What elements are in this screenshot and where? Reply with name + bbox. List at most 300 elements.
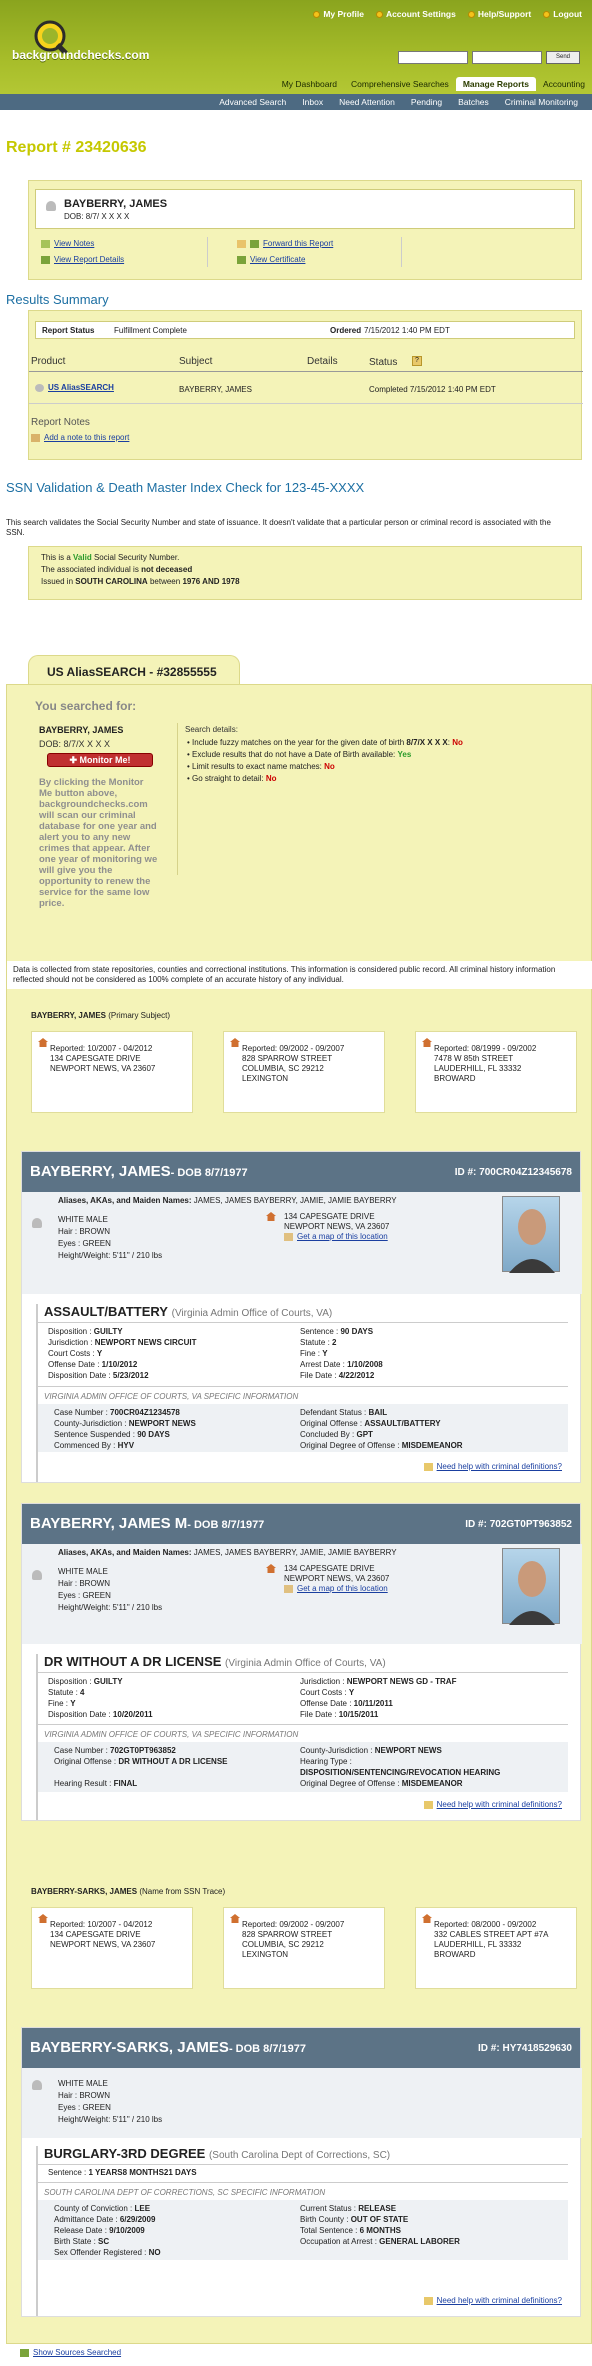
criminal-definitions-link[interactable]: Need help with criminal definitions? xyxy=(436,1800,562,1809)
race-sex: WHITE MALE xyxy=(58,2079,108,2088)
field xyxy=(300,1745,500,1756)
field-value: 9/10/2009 xyxy=(109,2226,145,2235)
specific-info-block xyxy=(38,1742,568,1792)
site-header xyxy=(0,0,592,110)
criminal-definitions-link[interactable]: Need help with criminal definitions? xyxy=(436,1462,562,1471)
address-line3: LEXINGTON xyxy=(242,1074,289,1083)
report-status-bar xyxy=(35,321,575,339)
field-value: Y xyxy=(322,1349,328,1358)
field-label: Release Date : xyxy=(54,2226,110,2235)
offense-title: ASSAULT/BATTERY xyxy=(44,1304,168,1319)
field xyxy=(300,1767,500,1778)
record-card xyxy=(21,1503,581,1821)
field xyxy=(48,1326,196,1337)
field-label: Arrest Date : xyxy=(300,1360,348,1369)
download-icon xyxy=(41,256,50,264)
subnav-need-attention[interactable]: Need Attention xyxy=(339,97,395,107)
record-person-area xyxy=(22,1544,582,1644)
field-value: 90 DAYS xyxy=(137,1430,170,1439)
eyes: Eyes : GREEN xyxy=(58,2103,111,2112)
record-header xyxy=(22,1504,580,1544)
hair: Hair : BROWN xyxy=(58,1579,110,1588)
field-value: HYV xyxy=(117,1441,135,1450)
help-question-icon[interactable]: ? xyxy=(412,356,422,366)
search-input-1[interactable] xyxy=(398,51,468,64)
aliases-value: JAMES, JAMES BAYBERRY, JAMIE, JAMIE BAYBERRY xyxy=(193,1196,397,1205)
view-notes-link[interactable]: View Notes xyxy=(54,239,95,248)
record-header xyxy=(22,1152,580,1192)
divider xyxy=(401,237,402,267)
address-reported: Reported: 09/2002 - 09/2007 xyxy=(242,1920,345,1929)
help-link[interactable]: Help/Support xyxy=(468,9,531,19)
status-label: Report Status xyxy=(42,326,95,335)
field xyxy=(54,1429,196,1440)
divider xyxy=(38,1386,568,1387)
detail-value: Yes xyxy=(397,750,412,759)
address-line2: LAUDERHILL, FL 33332 xyxy=(434,1940,522,1949)
field-value: 2 xyxy=(332,1338,337,1347)
address-reported: Reported: 10/2007 - 04/2012 xyxy=(50,1920,153,1929)
record-card xyxy=(21,1151,581,1483)
house-icon xyxy=(422,1038,432,1047)
field-value: 4/22/2012 xyxy=(338,1371,375,1380)
col-subject: Subject xyxy=(179,356,213,367)
field xyxy=(300,1698,456,1709)
field-label: Court Costs : xyxy=(300,1688,349,1697)
field xyxy=(54,1407,196,1418)
person-icon xyxy=(32,1570,42,1580)
specific-info-title: SOUTH CAROLINA DEPT OF CORRECTIONS, SC SPECIFIC INFORMATION xyxy=(44,2188,326,2197)
field xyxy=(300,1418,463,1429)
field xyxy=(54,1756,228,1767)
search-input-2[interactable] xyxy=(472,51,542,64)
record-id: ID #: 700CR04Z12345678 xyxy=(454,1167,572,1178)
field-label: Commenced By : xyxy=(54,1441,118,1450)
row-subject: BAYBERRY, JAMES xyxy=(179,385,252,394)
add-note-link[interactable]: Add a note to this report xyxy=(44,433,130,442)
address-card xyxy=(415,1031,577,1113)
field-value: SC xyxy=(98,2237,110,2246)
address-line3: LEXINGTON xyxy=(242,1950,289,1959)
divider xyxy=(38,2182,568,2183)
field xyxy=(48,1348,196,1359)
field xyxy=(54,2236,161,2247)
subnav-criminal-monitoring[interactable]: Criminal Monitoring xyxy=(504,97,578,107)
col-details: Details xyxy=(307,356,338,367)
field-value: FINAL xyxy=(113,1779,138,1788)
field-label: Current Status : xyxy=(300,2204,359,2213)
field-label: Disposition : xyxy=(48,1677,94,1686)
house-icon xyxy=(266,1564,276,1573)
offense-source: (Virginia Admin Office of Courts, VA) xyxy=(225,1658,386,1669)
eyes: Eyes : GREEN xyxy=(58,1239,111,1248)
field-label: Occupation at Arrest : xyxy=(300,2237,380,2246)
subnav-inbox[interactable]: Inbox xyxy=(302,97,324,107)
field xyxy=(48,1676,153,1687)
field xyxy=(54,1767,228,1778)
search-details-list xyxy=(187,737,463,785)
field-value: Y xyxy=(70,1699,76,1708)
detail-text: Go straight to detail: xyxy=(192,774,264,783)
field xyxy=(300,2225,460,2236)
detail-value: No xyxy=(324,762,335,771)
help-question-icon xyxy=(424,2297,433,2305)
field-label: Hearing Result : xyxy=(54,1779,114,1788)
ssn-trace-name: BAYBERRY-SARKS, JAMES xyxy=(31,1887,138,1896)
field-label: Jurisdiction : xyxy=(300,1677,347,1686)
expand-icon xyxy=(20,2349,29,2357)
aliases-label: Aliases, AKAs, and Maiden Names: xyxy=(58,1196,192,1205)
mugshot-photo xyxy=(502,1548,560,1624)
aliases-value: JAMES, JAMES BAYBERRY, JAMIE, JAMIE BAYBERRY xyxy=(193,1548,397,1557)
field xyxy=(300,1326,383,1337)
field xyxy=(300,2214,460,2225)
logo[interactable] xyxy=(8,18,188,68)
address-reported: Reported: 10/2007 - 04/2012 xyxy=(50,1044,153,1053)
address-line1: 134 CAPESGATE DRIVE xyxy=(50,1054,141,1063)
ssn-line1-c: Social Security Number. xyxy=(93,553,180,562)
offense-title: BURGLARY-3RD DEGREE xyxy=(44,2146,206,2161)
results-summary-title: Results Summary xyxy=(6,292,109,307)
disclaimer xyxy=(7,961,592,989)
record-name: BAYBERRY, JAMES M xyxy=(30,1515,188,1532)
user-icon xyxy=(313,11,320,18)
field-value: MISDEMEANOR xyxy=(401,1779,463,1788)
house-icon xyxy=(266,1212,276,1221)
certificate-icon xyxy=(237,256,246,264)
field xyxy=(54,2214,161,2225)
forward-report-link[interactable]: Forward this Report xyxy=(263,239,334,248)
offense-block xyxy=(36,1304,566,1482)
field-value: OUT OF STATE xyxy=(350,2215,409,2224)
offense-block xyxy=(36,1654,566,1820)
show-sources-link[interactable]: Show Sources Searched xyxy=(33,2348,122,2357)
field-label: Fine : xyxy=(300,1349,323,1358)
record-card xyxy=(21,2027,581,2317)
field xyxy=(300,2203,460,2214)
logout-icon xyxy=(543,11,550,18)
alias-tab-label: US AliasSEARCH - #32855555 xyxy=(47,665,217,679)
field-label: Offense Date : xyxy=(300,1699,354,1708)
subnav-batches[interactable]: Batches xyxy=(458,97,489,107)
searched-for-title: You searched for: xyxy=(35,699,137,713)
tab-accounting[interactable]: Accounting xyxy=(542,79,585,89)
record-dob: - DOB 8/7/1977 xyxy=(170,1167,248,1179)
field-value: Y xyxy=(96,1349,103,1358)
house-icon xyxy=(230,1914,240,1923)
divider xyxy=(38,1322,568,1323)
eyes: Eyes : GREEN xyxy=(58,1591,111,1600)
ssn-years: 1976 AND 1978 xyxy=(182,577,240,586)
field-value: ASSAULT/BATTERY xyxy=(364,1419,441,1428)
record-name: BAYBERRY, JAMES xyxy=(30,1163,171,1180)
subject-panel xyxy=(28,180,582,280)
divider xyxy=(38,2164,568,2165)
monitor-me-button[interactable] xyxy=(47,753,153,767)
record-id: ID #: 702GT0PT963852 xyxy=(465,1519,572,1530)
aliases-label: Aliases, AKAs, and Maiden Names: xyxy=(58,1548,192,1557)
report-notes-title: Report Notes xyxy=(31,417,90,428)
field xyxy=(48,1370,196,1381)
ssn-title: SSN Validation & Death Master Index Check for 123-45-XXXX xyxy=(6,480,365,495)
subnav-pending[interactable]: Pending xyxy=(410,97,443,107)
field-label: Disposition : xyxy=(48,1327,94,1336)
help-question-icon xyxy=(424,1801,433,1809)
field xyxy=(48,1337,196,1348)
ssn-trace-tag: (Name from SSN Trace) xyxy=(139,1887,226,1896)
address-line3: BROWARD xyxy=(434,1074,476,1083)
field xyxy=(54,2203,161,2214)
field xyxy=(300,1687,456,1698)
field-label: Original Offense : xyxy=(54,1757,119,1766)
address-line1: 7478 W 85th STREET xyxy=(434,1054,514,1063)
field xyxy=(54,2247,161,2258)
address-line1: 828 SPARROW STREET xyxy=(242,1054,333,1063)
detail-bold: 8/7/X X X X xyxy=(406,738,448,747)
address-line2: LAUDERHILL, FL 33332 xyxy=(434,1064,522,1073)
field-label: Original Offense : xyxy=(300,1419,365,1428)
record-id: ID #: HY7418529630 xyxy=(478,2043,572,2054)
field xyxy=(54,1440,196,1451)
field-value: 700CR04Z1234578 xyxy=(110,1408,180,1417)
record-name: BAYBERRY-SARKS, JAMES xyxy=(30,2039,229,2056)
race-sex: WHITE MALE xyxy=(58,1215,108,1224)
field-value: 10/11/2011 xyxy=(353,1699,393,1708)
record-person-area xyxy=(22,1192,582,1294)
field xyxy=(48,1687,153,1698)
product-link[interactable]: US AliasSEARCH xyxy=(48,383,114,392)
field-label: Original Degree of Offense : xyxy=(300,1779,402,1788)
disclaimer-text: Data is collected from state repositories, counties and correctional institutions. This information is considered public record. All criminal history information reflected should not be considered as 100% complete of an accurate history of any individual. xyxy=(13,965,556,984)
detail-value: No xyxy=(452,738,463,747)
field-label: Statute : xyxy=(48,1688,81,1697)
search-details-title: Search details: xyxy=(185,725,238,734)
ssn-valid: Valid xyxy=(73,553,92,562)
ssn-not-deceased: not deceased xyxy=(141,565,193,574)
field-value: 1/10/2012 xyxy=(101,1360,138,1369)
header-search xyxy=(398,51,580,64)
note-icon xyxy=(31,434,40,442)
search-subject-box xyxy=(37,721,175,921)
detail-text: Limit results to exact name matches: xyxy=(192,762,322,771)
top-nav xyxy=(313,9,582,19)
address-card xyxy=(31,1031,193,1113)
field-label: Birth State : xyxy=(54,2237,99,2246)
primary-subject-tag: (Primary Subject) xyxy=(108,1011,171,1020)
ssn-line2-a: The associated individual is xyxy=(41,565,139,574)
col-product: Product xyxy=(31,356,66,367)
field xyxy=(300,1348,383,1359)
divider xyxy=(177,723,178,875)
map-icon xyxy=(284,1585,293,1593)
field-value: RELEASE xyxy=(358,2204,397,2213)
offense-title: DR WITHOUT A DR LICENSE xyxy=(44,1654,222,1669)
account-settings-link[interactable]: Account Settings xyxy=(376,9,456,19)
field-label: Sex Offender Registered : xyxy=(54,2248,149,2257)
report-number: Report # 23420636 xyxy=(6,139,147,156)
field xyxy=(300,1778,500,1789)
offense-source: (South Carolina Dept of Corrections, SC) xyxy=(208,2150,391,2161)
address-reported: Reported: 08/2000 - 09/2002 xyxy=(434,1920,537,1929)
notes-icon xyxy=(41,240,50,248)
mugshot-photo xyxy=(502,1196,560,1272)
address-card xyxy=(223,1031,385,1113)
address-card xyxy=(31,1907,193,1989)
person-icon xyxy=(46,201,56,211)
field-label: Admittance Date : xyxy=(54,2215,120,2224)
detail-value: No xyxy=(265,774,277,783)
ssn-line3-c: between xyxy=(149,577,181,586)
field-value: DISPOSITION/SENTENCING/REVOCATION HEARING xyxy=(300,1768,501,1777)
field-label: Sentence : xyxy=(300,1327,341,1336)
subject-box xyxy=(35,189,575,229)
field-label: Birth County : xyxy=(300,2215,351,2224)
address-line2: COLUMBIA, SC 29212 xyxy=(242,1064,324,1073)
field-label: Court Costs : xyxy=(48,1349,97,1358)
field-label: Case Number : xyxy=(54,1746,111,1755)
field-label: Defendant Status : xyxy=(300,1408,369,1417)
help-icon xyxy=(468,11,475,18)
record-person-area xyxy=(22,2068,582,2138)
col-status: Status xyxy=(369,357,398,368)
map-link[interactable]: Get a map of this location xyxy=(297,1584,388,1593)
view-certificate-link[interactable]: View Certificate xyxy=(250,255,306,264)
tab-alias-search[interactable] xyxy=(28,655,240,685)
house-icon xyxy=(38,1914,48,1923)
specific-info-title: VIRGINIA ADMIN OFFICE OF COURTS, VA SPECIFIC INFORMATION xyxy=(44,1392,299,1401)
field-value: GENERAL LABORER xyxy=(379,2237,460,2246)
person-icon xyxy=(32,2080,42,2090)
search-button[interactable]: Send xyxy=(546,51,580,64)
address-line1: 828 SPARROW STREET xyxy=(242,1930,333,1939)
field-value: Y xyxy=(348,1688,355,1697)
field-value: NO xyxy=(148,2248,161,2257)
results-summary-panel xyxy=(28,310,582,460)
field-value: MISDEMEANOR xyxy=(401,1441,463,1450)
field xyxy=(300,1440,463,1451)
field-label: Concluded By : xyxy=(300,1430,357,1439)
height-weight: Height/Weight: 5'11" / 210 lbs xyxy=(58,1251,163,1260)
primary-subject-name: BAYBERRY, JAMES xyxy=(31,1011,106,1020)
divider xyxy=(29,403,583,404)
criminal-definitions-link[interactable]: Need help with criminal definitions? xyxy=(436,2296,562,2305)
field xyxy=(300,1370,383,1381)
field xyxy=(300,1337,383,1348)
field-value: NEWPORT NEWS CIRCUIT xyxy=(94,1338,197,1347)
field-label: Original Degree of Offense : xyxy=(300,1441,402,1450)
specific-info-block xyxy=(38,1404,568,1452)
ordered-value: 7/15/2012 1:40 PM EDT xyxy=(364,326,450,335)
view-report-details-link[interactable]: View Report Details xyxy=(54,255,125,264)
address-line3: BROWARD xyxy=(434,1950,476,1959)
field xyxy=(300,1709,456,1720)
detail-item: • Go straight to detail: No xyxy=(187,774,277,783)
field xyxy=(300,1756,500,1767)
record-header xyxy=(22,2028,580,2068)
field-label: County of Conviction : xyxy=(54,2204,135,2213)
alias-search-panel xyxy=(6,684,592,2344)
field-value: BAIL xyxy=(368,1408,388,1417)
my-profile-link[interactable]: My Profile xyxy=(313,9,364,19)
divider xyxy=(38,1724,568,1725)
subnav-advanced-search[interactable]: Advanced Search xyxy=(219,97,287,107)
field-label: Total Sentence : xyxy=(300,2226,360,2235)
field-label: Sentence Suspended : xyxy=(54,1430,138,1439)
field-label: File Date : xyxy=(300,1710,339,1719)
address-reported: Reported: 09/2002 - 09/2007 xyxy=(242,1044,345,1053)
field-label: File Date : xyxy=(300,1371,339,1380)
sub-nav xyxy=(0,94,592,110)
field-label: Disposition Date : xyxy=(48,1710,113,1719)
offense-source: (Virginia Admin Office of Courts, VA) xyxy=(171,1308,333,1319)
field-value: 6 MONTHS xyxy=(359,2226,401,2235)
address-card xyxy=(415,1907,577,1989)
offense-block xyxy=(36,2146,566,2316)
logo-text: backgroundchecks.com xyxy=(12,48,150,62)
gear-icon xyxy=(376,11,383,18)
subject-name: BAYBERRY, JAMES xyxy=(64,198,168,210)
address-line1: 332 CABLES STREET APT #7A xyxy=(434,1930,549,1939)
main-nav xyxy=(275,77,592,91)
divider xyxy=(207,237,208,267)
field-value: GUILTY xyxy=(93,1327,123,1336)
ssn-line1-a: This is a xyxy=(41,553,71,562)
field xyxy=(300,2236,460,2247)
field xyxy=(300,1407,463,1418)
ssn-description: This search validates the Social Security Number and state of issuance. It doesn't validate that a particular person or criminal record is associated with the SSN. xyxy=(6,518,551,537)
detail-item: • Include fuzzy matches on the year for the given date of birth 8/7/X X X X: No xyxy=(187,738,463,747)
field-label: Disposition Date : xyxy=(48,1371,113,1380)
search-subject-name: BAYBERRY, JAMES xyxy=(39,725,124,735)
house-icon xyxy=(38,1038,48,1047)
address-reported: Reported: 08/1999 - 09/2002 xyxy=(434,1044,537,1053)
ssn-result-panel xyxy=(28,546,582,600)
person-icon xyxy=(35,384,44,392)
ordered-label: Ordered xyxy=(330,326,362,335)
field-label: Statute : xyxy=(300,1338,333,1347)
tab-manage-reports[interactable]: Manage Reports xyxy=(456,77,536,91)
field-label: Hearing Type : xyxy=(300,1757,352,1766)
map-icon xyxy=(284,1233,293,1241)
specific-info-title: VIRGINIA ADMIN OFFICE OF COURTS, VA SPECIFIC INFORMATION xyxy=(44,1730,299,1739)
field-value: GPT xyxy=(356,1430,373,1439)
hair: Hair : BROWN xyxy=(58,1227,110,1236)
status-value: Fulfillment Complete xyxy=(114,326,187,335)
envelope-icon xyxy=(237,240,246,248)
detail-text: Exclude results that do not have a Date of Birth available: xyxy=(192,750,396,759)
map-link[interactable]: Get a map of this location xyxy=(297,1232,388,1241)
field-label: Fine : xyxy=(48,1699,71,1708)
house-icon xyxy=(422,1914,432,1923)
field-value: 10/15/2011 xyxy=(338,1710,379,1719)
logout-link[interactable]: Logout xyxy=(543,9,582,19)
divider xyxy=(38,1672,568,1673)
field-value: 1 YEARS8 MONTHS21 DAYS xyxy=(88,2168,197,2177)
forward-arrow-icon xyxy=(250,240,259,248)
tab-comprehensive-searches[interactable]: Comprehensive Searches xyxy=(351,79,449,89)
field-value: 5/23/2012 xyxy=(112,1371,149,1380)
ssn-state: SOUTH CAROLINA xyxy=(75,577,148,586)
field-value: NEWPORT NEWS xyxy=(374,1746,442,1755)
address-line2: COLUMBIA, SC 29212 xyxy=(242,1940,324,1949)
field-value: DR WITHOUT A DR LICENSE xyxy=(118,1757,228,1766)
field xyxy=(300,1676,456,1687)
field-label: Case Number : xyxy=(54,1408,111,1417)
address-line2: NEWPORT NEWS, VA 23607 xyxy=(50,1940,156,1949)
tab-my-dashboard[interactable]: My Dashboard xyxy=(281,79,337,89)
detail-item: • Limit results to exact name matches: No xyxy=(187,762,335,771)
field-value: NEWPORT NEWS xyxy=(128,1419,196,1428)
